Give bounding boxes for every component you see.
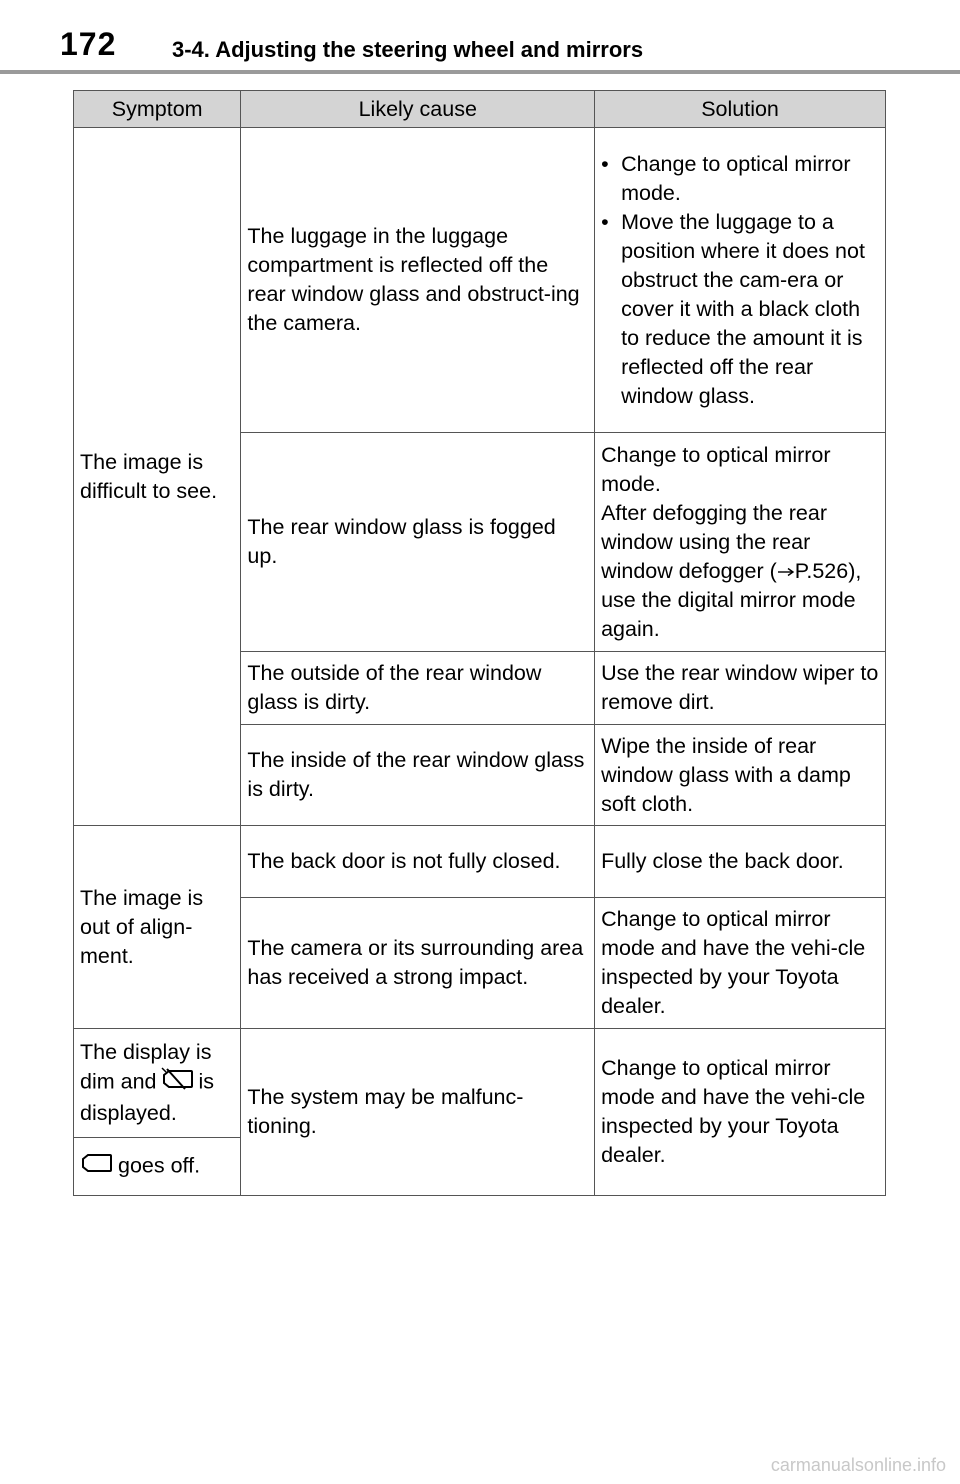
reference-arrow-icon xyxy=(777,557,795,586)
table-row xyxy=(74,1029,886,1138)
solution-cell xyxy=(595,128,886,433)
troubleshooting-table xyxy=(73,90,886,1196)
cause-cell: The luggage in the luggage compartment is reflected off the rear window glass and obstruct-ing the camera. xyxy=(241,128,595,433)
list-item xyxy=(601,150,879,208)
symptom-cell: The image is out of align-ment. xyxy=(74,826,241,1029)
digital-mirror-icon xyxy=(80,1151,114,1183)
solution-cell: Change to optical mirror mode and have the vehi-cle inspected by your Toyota dealer. xyxy=(595,1029,886,1196)
symptom-text: dim and xyxy=(80,1069,157,1094)
header-rule xyxy=(0,70,960,74)
column-header-likely-cause: Likely cause xyxy=(241,91,595,128)
watermark: carmanualsonline.info xyxy=(770,1455,946,1475)
solution-text: After defogging the rear window using the rear window defogger xyxy=(601,500,827,583)
solution-bullet-text: Change to optical mirror mode. xyxy=(621,151,851,205)
cause-cell: The outside of the rear window glass is dirty. xyxy=(241,652,595,725)
digital-mirror-off-icon xyxy=(161,1067,195,1099)
solution-text: Change to optical mirror mode. xyxy=(601,442,831,496)
column-header-solution: Solution xyxy=(595,91,886,128)
cause-cell: The back door is not fully closed. xyxy=(241,826,595,898)
solution-cell: Wipe the inside of rear window glass with a damp soft cloth. xyxy=(595,725,886,826)
solution-text: ), use the digital mirror mode again. xyxy=(601,558,862,641)
solution-cell: Change to optical mirror mode. After defogging the rear window using the rear window defogger ( P.526), use the digital mirror mode again. xyxy=(595,433,886,652)
solution-cell: Fully close the back door. xyxy=(595,826,886,898)
solution-cell: Change to optical mirror mode and have the vehi-cle inspected by your Toyota dealer. xyxy=(595,898,886,1029)
symptom-cell xyxy=(74,1138,241,1196)
bullet-dot: • xyxy=(601,151,609,176)
page-header xyxy=(0,0,960,74)
cause-cell: The rear window glass is fogged up. xyxy=(241,433,595,652)
symptom-cell: The image is difficult to see. xyxy=(74,128,241,826)
cause-cell: The inside of the rear window glass is dirty. xyxy=(241,725,595,826)
symptom-text: The display is xyxy=(80,1040,212,1064)
symptom-cell xyxy=(74,1029,241,1138)
solution-bullet-text: Move the luggage to a position where it does not obstruct the cam-era or cover it with a black cloth to reduce the amount it is reflected off the rear window glass. xyxy=(621,209,865,408)
table-header-row xyxy=(74,91,886,128)
table-row xyxy=(74,826,886,898)
symptom-text: goes off. xyxy=(118,1153,201,1178)
cause-cell: The camera or its surrounding area has received a strong impact. xyxy=(241,898,595,1029)
cause-cell: The system may be malfunc-tioning. xyxy=(241,1029,595,1196)
column-header-symptom: Symptom xyxy=(74,91,241,128)
section-title: 3-4. Adjusting the steering wheel and mirrors xyxy=(172,37,644,62)
list-item xyxy=(601,208,879,411)
page-reference-link[interactable]: P.526 xyxy=(794,558,849,583)
bullet-dot: • xyxy=(601,209,609,234)
solution-cell: Use the rear window wiper to remove dirt. xyxy=(595,652,886,725)
symptom-text: is displayed. xyxy=(80,1069,215,1125)
page-number: 172 xyxy=(60,26,117,62)
table-row xyxy=(74,128,886,433)
